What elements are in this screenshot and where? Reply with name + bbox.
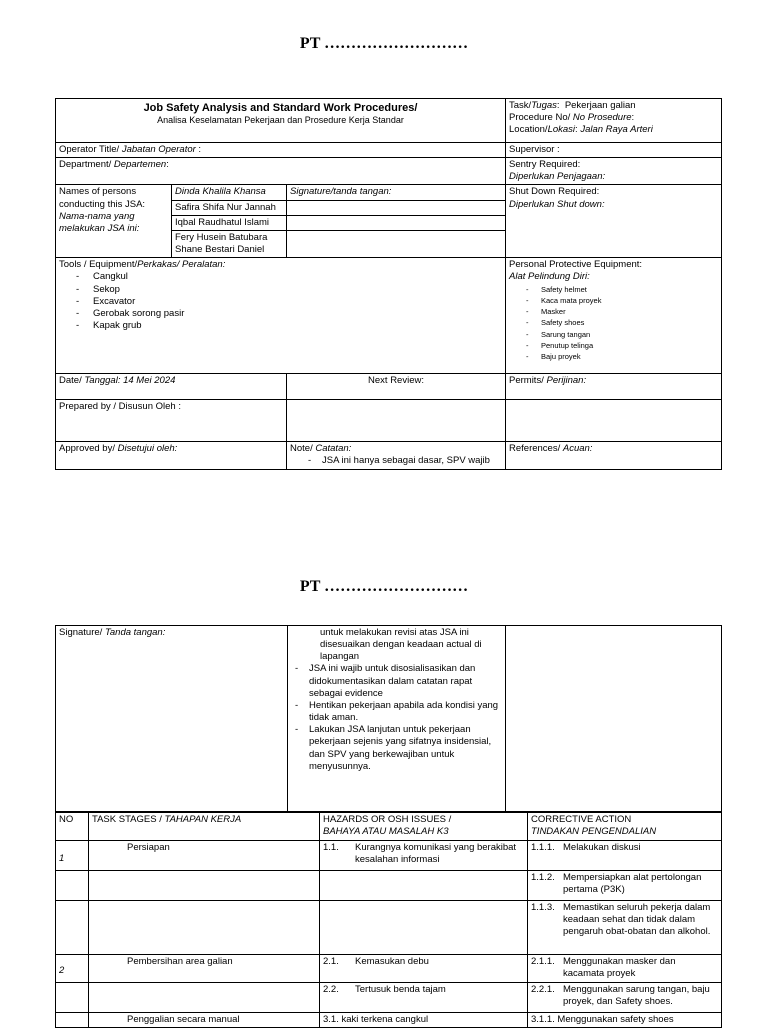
hazard-text: Tertusuk benda tajam bbox=[355, 984, 446, 995]
action-text: Memastikan seluruh pekerja dalam keadaan sehat dan tidak dalam pengaruh obat-obatan dan alkohol. bbox=[563, 902, 711, 938]
row-no bbox=[56, 955, 89, 983]
signature-slot-2 bbox=[287, 200, 506, 215]
ppe-item: - Safety helmet bbox=[509, 284, 718, 295]
shutdown-label-it: Diperlukan Shut down: bbox=[509, 198, 605, 210]
table-row bbox=[56, 955, 722, 983]
action-num: 3.1.1. bbox=[531, 1014, 555, 1025]
row-task: Pembersihan area galian bbox=[89, 955, 320, 983]
col-hazard-header bbox=[320, 813, 528, 841]
row-action bbox=[528, 871, 722, 901]
row-action bbox=[528, 983, 722, 1013]
row-task: Penggalian secara manual bbox=[89, 1013, 320, 1028]
hazard-num: 3.1. bbox=[323, 1014, 339, 1025]
row-hazard bbox=[320, 901, 528, 955]
table-row bbox=[56, 871, 722, 901]
operator-label-it: Jabatan Operator bbox=[121, 144, 196, 155]
ppe-label: Personal Protective Equipment: bbox=[509, 259, 643, 271]
col-hazard-label: HAZARDS OR OSH ISSUES / bbox=[323, 814, 452, 825]
row-no bbox=[56, 983, 89, 1013]
action-text: Mempersiapkan alat pertolongan pertama (P3K) bbox=[563, 872, 702, 896]
row-hazard bbox=[320, 983, 528, 1013]
next-review-cell: Next Review: bbox=[287, 374, 506, 400]
row-hazard bbox=[320, 841, 528, 871]
col-task-header bbox=[89, 813, 320, 841]
tool-item: - Excavator bbox=[59, 296, 502, 308]
ppe-item: - Penutup telinga bbox=[509, 340, 718, 351]
col-action-header bbox=[528, 813, 722, 841]
sentry-label-it: Diperlukan Penjagaan: bbox=[509, 171, 606, 183]
names-label-cell bbox=[56, 185, 172, 258]
row-no bbox=[56, 1013, 89, 1028]
names-label: Names of persons conducting this JSA: bbox=[59, 186, 146, 210]
row-task bbox=[89, 983, 320, 1013]
row-no-value: 2 bbox=[59, 965, 65, 976]
row-task bbox=[89, 871, 320, 901]
prepared-sign-cell bbox=[287, 400, 506, 442]
action-num: 1.1.3. bbox=[531, 902, 555, 913]
col-no-header: NO bbox=[56, 813, 89, 841]
hazard-num: 2.1. bbox=[323, 956, 339, 967]
task-label-it: Tugas bbox=[531, 100, 557, 111]
table-row bbox=[56, 901, 722, 955]
row-hazard bbox=[320, 1013, 528, 1028]
person-4-5 bbox=[172, 230, 287, 257]
approved-cell bbox=[56, 442, 287, 470]
ppe-list bbox=[509, 284, 718, 363]
action-num: 1.1.1. bbox=[531, 842, 555, 853]
person-4: Fery Husein Batubara bbox=[175, 231, 268, 243]
table-row bbox=[56, 841, 722, 871]
action-text: Menggunakan safety shoes bbox=[557, 1014, 674, 1025]
row-no bbox=[56, 871, 89, 901]
row-action bbox=[528, 901, 722, 955]
tools-label: Tools / Equipment/ bbox=[59, 259, 138, 271]
note-item: - Lakukan JSA lanjutan untuk pekerjaan pekerjaan sejenis yang sifatnya insidensial, dan SPV yang berkewajiban untuk menyusunnya. bbox=[277, 724, 502, 773]
names-label-it: Nama-nama yang melakukan JSA ini: bbox=[59, 210, 140, 234]
col-action-label: CORRECTIVE ACTION bbox=[531, 814, 632, 825]
person-3: Iqbal Raudhatul Islami bbox=[172, 215, 287, 230]
page-header-title: PT ……………………… bbox=[299, 35, 469, 52]
sentry-label: Sentry Required: bbox=[509, 159, 581, 171]
table-row bbox=[56, 1013, 722, 1028]
location-value: Jalan Raya Arteri bbox=[580, 124, 653, 136]
col-hazard-label-it: BAHAYA ATAU MASALAH K3 bbox=[323, 826, 449, 838]
row-task: Persiapan bbox=[89, 841, 320, 871]
hazard-text: kaki terkena cangkul bbox=[341, 1014, 429, 1025]
tools-list bbox=[59, 271, 502, 332]
person-1: Dinda Khalila Khansa bbox=[172, 185, 287, 200]
notes-continuation-table bbox=[55, 625, 722, 812]
col-action-label-it: TINDAKAN PENGENDALIAN bbox=[531, 826, 657, 838]
permits-label-it: Perijinan: bbox=[546, 375, 587, 387]
action-text: Menggunakan sarung tangan, baju proyek, dan Safety shoes. bbox=[563, 984, 710, 1008]
action-num: 2.1.1. bbox=[531, 956, 555, 967]
ppe-item: - Baju proyek bbox=[509, 351, 718, 362]
tool-item: - Kapak grub bbox=[59, 320, 502, 332]
row-action bbox=[528, 1013, 722, 1028]
shutdown-cell bbox=[506, 185, 722, 258]
col-task-label: TASK STAGES / bbox=[92, 814, 162, 825]
tool-item: - Gerobak sorong pasir bbox=[59, 308, 502, 320]
notes-list bbox=[277, 663, 502, 772]
procedure-value: No Prosedure bbox=[572, 112, 632, 124]
row-action bbox=[528, 841, 722, 871]
task-label: Task/ bbox=[509, 100, 532, 111]
row-no-value: 1 bbox=[59, 853, 65, 864]
ppe-label-it: Alat Pelindung Diri: bbox=[509, 271, 590, 283]
row-no bbox=[56, 841, 89, 871]
notes-cell bbox=[288, 626, 506, 812]
action-text: Menggunakan masker dan kacamata proyek bbox=[563, 956, 676, 980]
action-num: 2.2.1. bbox=[531, 984, 555, 995]
shutdown-label: Shut Down Required: bbox=[509, 186, 600, 198]
signature-label-2: Signature/ bbox=[59, 627, 103, 638]
tool-item: - Cangkul bbox=[59, 271, 502, 283]
signature-label: Signature/tanda tangan: bbox=[287, 185, 506, 200]
jsa-title-cell bbox=[56, 99, 506, 143]
jsa-title-en: Job Safety Analysis and Standard Work Procedures/ bbox=[143, 102, 418, 114]
task-value: Pekerjaan galian bbox=[564, 100, 636, 111]
permits-label: Permits/ bbox=[509, 375, 544, 387]
note-cell bbox=[287, 442, 506, 470]
procedure-label: Procedure No/ bbox=[509, 112, 571, 124]
action-text: Melakukan diskusi bbox=[563, 842, 641, 853]
person-5: Shane Bestari Daniel bbox=[175, 244, 265, 256]
date-cell bbox=[56, 374, 287, 400]
note-label: Note/ bbox=[290, 443, 313, 455]
row-action bbox=[528, 955, 722, 983]
jsa-header-table bbox=[55, 98, 722, 470]
hazard-num: 1.1. bbox=[323, 842, 339, 853]
row-hazard bbox=[320, 871, 528, 901]
references-label: References/ bbox=[509, 443, 561, 455]
approved-label-it: Disetujui oleh: bbox=[117, 443, 178, 455]
ppe-item: - Masker bbox=[509, 306, 718, 317]
hazard-num: 2.2. bbox=[323, 984, 339, 995]
prepared-cell: Prepared by / Disusun Oleh : bbox=[56, 400, 287, 442]
location-label: Location/ bbox=[509, 124, 548, 136]
row-no bbox=[56, 901, 89, 955]
note-list-start bbox=[290, 455, 502, 467]
date-label: Date/ bbox=[59, 375, 82, 387]
note-label-it: Catatan: bbox=[315, 443, 352, 455]
tools-label-it: Perkakas/ Peralatan: bbox=[137, 259, 226, 271]
note-continuation: untuk melakukan revisi atas JSA ini disesuaikan dengan keadaan actual di lapangan bbox=[320, 627, 482, 663]
sentry-cell bbox=[506, 158, 722, 185]
department-label-it: Departemen bbox=[113, 159, 167, 171]
date-value: Tanggal: 14 Mei 2024 bbox=[84, 375, 176, 387]
permits-cell bbox=[506, 374, 722, 400]
row-hazard bbox=[320, 955, 528, 983]
location-label-it: Lokasi bbox=[547, 124, 576, 136]
row-task bbox=[89, 901, 320, 955]
references-label-it: Acuan: bbox=[562, 443, 593, 455]
table-row bbox=[56, 983, 722, 1013]
task-cell: Task/Tugas: Pekerjaan galian Procedure No/ No Prosedure: Location/Lokasi: Jalan Raya Arteri bbox=[506, 99, 722, 143]
operator-label: Operator Title/ bbox=[59, 144, 120, 155]
note-item: - Hentikan pekerjaan apabila ada kondisi yang tidak aman. bbox=[277, 700, 502, 724]
signature-label-2-it: Tanda tangan: bbox=[104, 627, 166, 638]
signature-slot-4 bbox=[287, 230, 506, 257]
jsa-title-id: Analisa Keselamatan Pekerjaan dan Prosedure Kerja Standar bbox=[157, 115, 404, 126]
task-stages-table bbox=[55, 812, 722, 1028]
references-cell bbox=[506, 442, 722, 470]
hazard-text: Kemasukan debu bbox=[355, 956, 429, 967]
hazard-text: Kurangnya komunikasi yang berakibat kesalahan informasi bbox=[355, 842, 517, 866]
prepared-extra-cell bbox=[506, 400, 722, 442]
department-label: Department/ bbox=[59, 159, 112, 171]
tool-item: - Sekop bbox=[59, 284, 502, 296]
note-item: - JSA ini wajib untuk disosialisasikan dan didokumentasikan dalam catatan rapat sebagai evidence bbox=[277, 663, 502, 699]
operator-cell: Operator Title/ Jabatan Operator : bbox=[56, 143, 506, 158]
ppe-cell bbox=[506, 258, 722, 374]
ppe-item: - Safety shoes bbox=[509, 317, 718, 328]
approved-label: Approved by/ bbox=[59, 443, 115, 455]
ppe-item: - Sarung tangan bbox=[509, 329, 718, 340]
person-2: Safira Shifa Nur Jannah bbox=[172, 200, 287, 215]
ppe-item: - Kaca mata proyek bbox=[509, 295, 718, 306]
action-num: 1.1.2. bbox=[531, 872, 555, 883]
supervisor-cell: Supervisor : bbox=[506, 143, 722, 158]
tools-cell bbox=[56, 258, 506, 374]
notes-right-cell bbox=[506, 626, 722, 812]
note-item: - JSA ini hanya sebagai dasar, SPV wajib bbox=[290, 455, 502, 467]
signature-cell bbox=[56, 626, 288, 812]
signature-slot-3 bbox=[287, 215, 506, 230]
col-task-label-it: TAHAPAN KERJA bbox=[164, 814, 242, 825]
department-cell: Department/ Departemen: bbox=[56, 158, 506, 185]
page-header-title-2: PT ……………………… bbox=[299, 578, 469, 595]
